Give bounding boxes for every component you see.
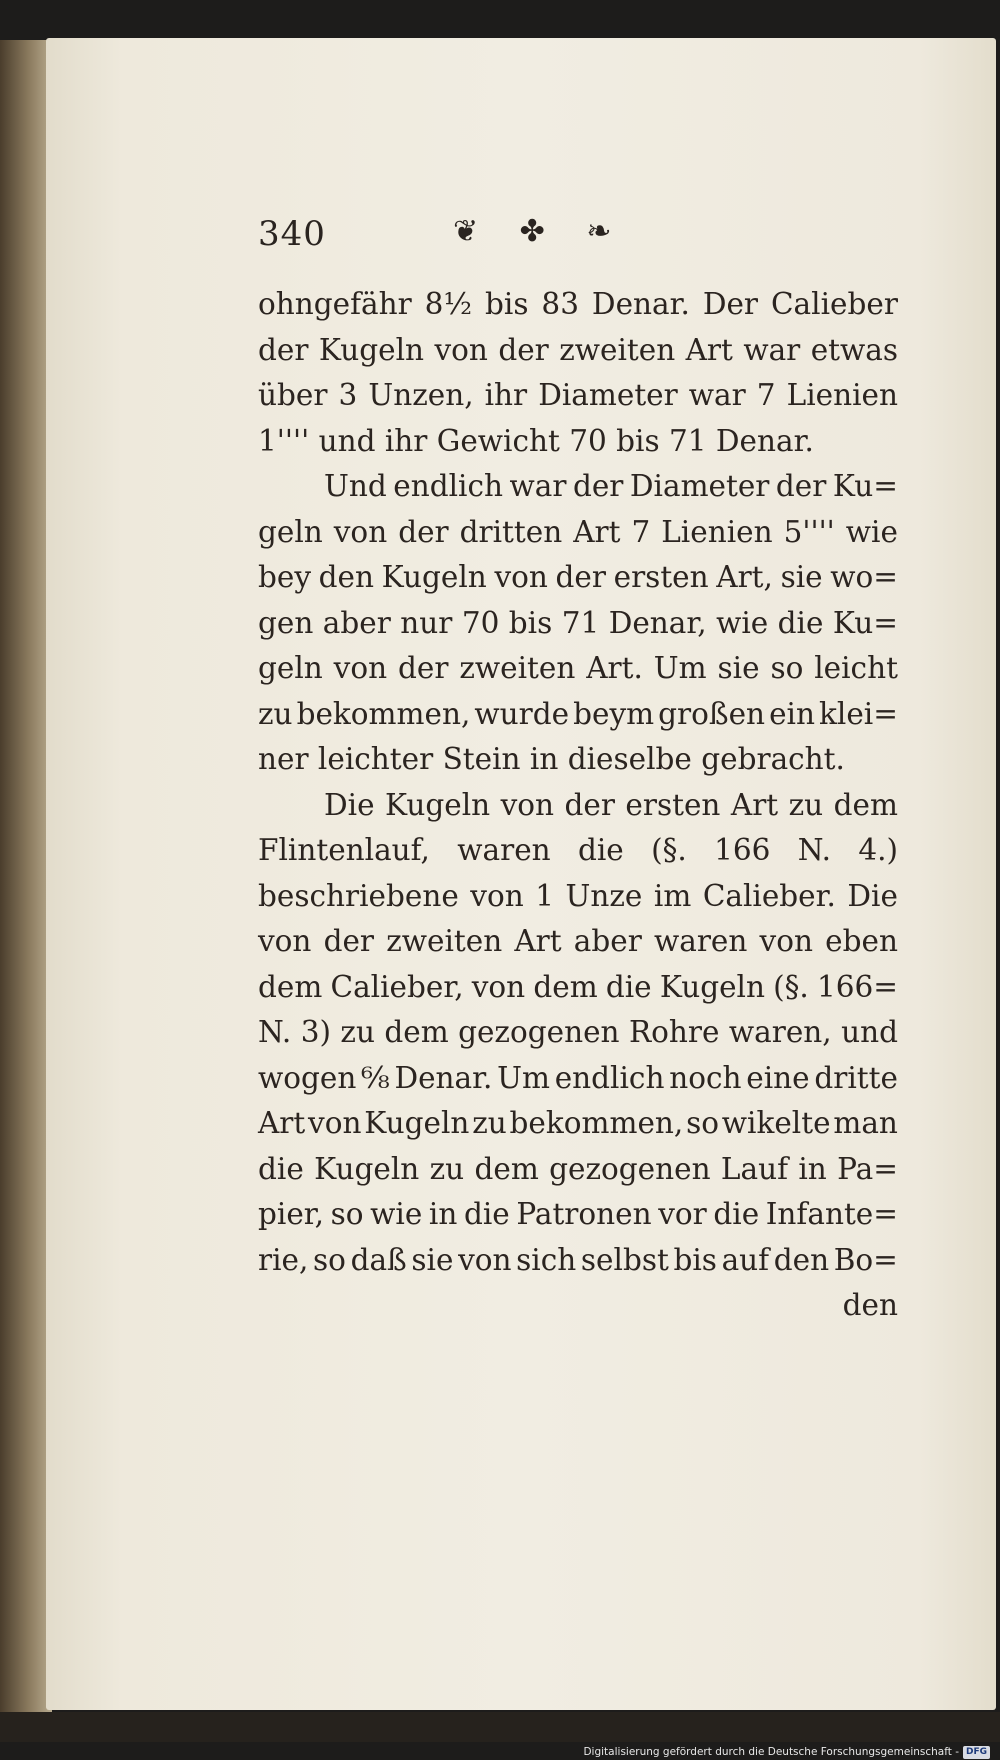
word: von [471,969,526,1004]
word: aber [322,605,391,640]
word: rie, [258,1242,309,1277]
word: wie [845,514,898,549]
word: geln [258,651,323,685]
scan-bottom-edge [0,1712,1000,1742]
word: gezogenen [549,1151,711,1186]
text-line [258,1056,898,1102]
word: von [759,924,813,958]
word: der [564,787,615,822]
word: Und [324,469,387,503]
word: Kugeln [385,787,491,822]
word: der [572,469,624,503]
word: Kugeln [364,1106,470,1140]
word: ersten [613,560,709,594]
word: Kugeln [659,969,765,1004]
word: der [398,514,449,549]
word: die [463,1197,510,1231]
word: die [577,833,624,867]
word: über [258,378,328,412]
text-line: ner leichter Stein in dieselbe gebracht. [258,742,845,776]
word: vor [658,1197,707,1231]
word: waren [653,924,748,958]
word: beym [573,696,655,731]
word: 8½ [424,287,473,321]
word: 1 [535,878,555,913]
word: dem [833,787,898,822]
word: dem [384,1015,449,1049]
word: Pa= [837,1151,898,1186]
word: im [653,878,692,913]
word: aber [573,924,642,958]
word: pier, [258,1197,325,1231]
word: Um [653,651,707,685]
word: die [605,969,652,1004]
word: zweiten [386,924,503,958]
header-ornament-icon: ❦ ✤ ❧ [453,214,628,249]
word: der [398,651,449,685]
text-line [258,373,898,419]
word: Denar. [591,287,690,321]
word: Diameter [538,378,678,412]
word: endlich [393,469,503,503]
word: von [333,651,388,685]
word: wie [370,1197,423,1231]
word: Art [573,514,621,549]
word: wie [716,605,769,640]
word: beschriebene [258,878,459,913]
word: waren [457,833,551,867]
word: Ku= [832,469,898,503]
word: noch [669,1060,742,1095]
word: der [555,560,606,594]
book-spine-edge [0,40,52,1720]
word: in [798,1151,827,1186]
word: 4.) [858,833,898,867]
word: die [258,1151,304,1186]
word: großen [658,696,766,731]
word: Lauf [720,1151,789,1186]
text-line [258,1238,898,1284]
word: von [308,1106,362,1140]
dfg-logo-icon: DFG [963,1746,990,1759]
word: Der [702,287,759,321]
word: den [773,1242,830,1277]
word: von [494,560,548,594]
word: daß [350,1242,407,1277]
text-line [258,874,898,920]
word: Lienien [786,378,898,412]
word: 71 [561,605,600,640]
text-line [258,1147,898,1193]
word: zweiten [459,651,576,685]
word: bis [508,605,553,640]
word: Um [497,1060,550,1095]
word: N. [258,1015,292,1049]
word: leicht [814,651,898,685]
word: Denar, [608,605,707,640]
word: dem [533,969,598,1004]
word: sich [516,1242,577,1277]
text-line [258,1010,898,1056]
word: eine [746,1060,810,1095]
word: zu [258,696,293,731]
word: von [458,1242,512,1277]
paragraph-start-line [258,783,898,829]
word: so [330,1197,364,1231]
word: waren, [728,1015,832,1049]
word: Denar. [394,1060,493,1095]
word: wikelte [721,1106,831,1140]
word: Art [730,787,779,822]
word: bekommen, [296,696,471,731]
word: zweiten [559,332,676,367]
word: wurde [474,696,570,731]
digitization-credit [583,1745,990,1759]
text-line [258,510,898,556]
word: dem [258,969,323,1004]
page-header [258,214,898,264]
word: Kugeln [381,560,487,594]
word: 7 [631,514,651,549]
word: so [686,1106,719,1140]
paragraph-start-line [258,464,898,510]
word: Calieber. [702,878,836,913]
word: von [258,924,312,958]
word: Art. [586,651,643,685]
word: 83 [541,287,579,321]
word: Rohre [628,1015,720,1049]
word: 7 [756,378,776,412]
text-line [258,328,898,374]
word: selbst [580,1242,669,1277]
word: von [500,787,555,822]
word: gezogenen [458,1015,620,1049]
word: 166 [714,833,771,867]
word: 166= [816,969,898,1004]
word: wogen [258,1060,357,1095]
text-line [258,646,898,692]
word: bis [485,287,529,321]
word: war [743,332,801,367]
word: Art [258,1106,306,1140]
word: in [428,1197,458,1231]
word: Die [847,878,898,913]
text-line [258,919,898,965]
word: Ku= [832,605,898,640]
word: dritten [459,514,563,549]
word: Art [685,332,733,367]
word: Flintenlauf, [258,833,430,867]
word: Kugeln [318,332,425,367]
word: dritte [814,1060,898,1095]
text-line [258,282,898,328]
word: endlich [554,1060,665,1095]
word: sie [411,1242,454,1277]
word: die [713,1197,760,1231]
text-line: 1'''' und ihr Gewicht 70 bis 71 Denar. [258,423,814,458]
word: Bo= [833,1242,898,1277]
text-line [258,965,898,1011]
word: 70 [461,605,500,640]
word: so [770,651,804,685]
word: 3 [338,378,358,412]
word: auf [721,1242,770,1277]
word: Kugeln [314,1151,420,1186]
text-line [258,601,898,647]
word: (§. [651,833,687,867]
word: 5'''' [783,514,835,549]
word: klei= [819,696,898,731]
word: bey [258,560,312,594]
text-line [258,692,898,738]
word: Calieber, [330,969,464,1004]
text-line [258,555,898,601]
word: Patronen [516,1197,652,1231]
word: die [777,605,824,640]
word: man [833,1106,898,1140]
word: ⁶⁄₈ [361,1060,390,1095]
word: wo= [830,560,898,594]
word: Calieber [770,287,898,321]
word: sie [780,560,823,594]
word: den [318,560,374,594]
word: von [470,878,524,913]
word: (§. [773,969,809,1004]
word: so [313,1242,346,1277]
word: eben [825,924,898,958]
word: ersten [625,787,721,822]
word: sie [717,651,760,685]
word: war [688,378,746,412]
credit-text: Digitalisierung gefördert durch die Deutsche Forschungsgemeinschaft - [583,1746,959,1758]
word: Unzen, [368,378,474,412]
word: der [775,469,827,503]
word: Unze [565,878,643,913]
word: Art [514,924,562,958]
catchword: den [842,1288,898,1322]
word: der [498,332,549,367]
word: von [333,514,388,549]
word: der [323,924,375,958]
text-line [258,828,898,874]
word: ohngefähr [258,287,412,321]
word: zu [788,787,824,822]
word: ein [769,696,815,731]
word: zu [472,1106,507,1140]
word: war [509,469,567,503]
word: bis [673,1242,717,1277]
word: N. [797,833,832,867]
text-line [258,1101,898,1147]
word: von [434,332,488,367]
word: bekommen, [509,1106,684,1140]
word: Lienien [661,514,773,549]
word: geln [258,514,323,549]
word: der [258,332,309,367]
word: und [841,1015,898,1049]
word: gen [258,605,314,640]
word: Art, [716,560,773,594]
body-text [258,282,898,1329]
word: ihr [484,378,528,412]
word: 3) [300,1015,331,1049]
word: nur [400,605,453,640]
word: dem [474,1151,539,1186]
word: etwas [810,332,898,367]
word: zu [429,1151,465,1186]
word: Infante= [765,1197,898,1231]
word: Diameter [629,469,770,503]
text-line [258,1192,898,1238]
page-number: 340 [258,214,326,254]
word: Die [324,787,375,822]
word: zu [340,1015,375,1049]
